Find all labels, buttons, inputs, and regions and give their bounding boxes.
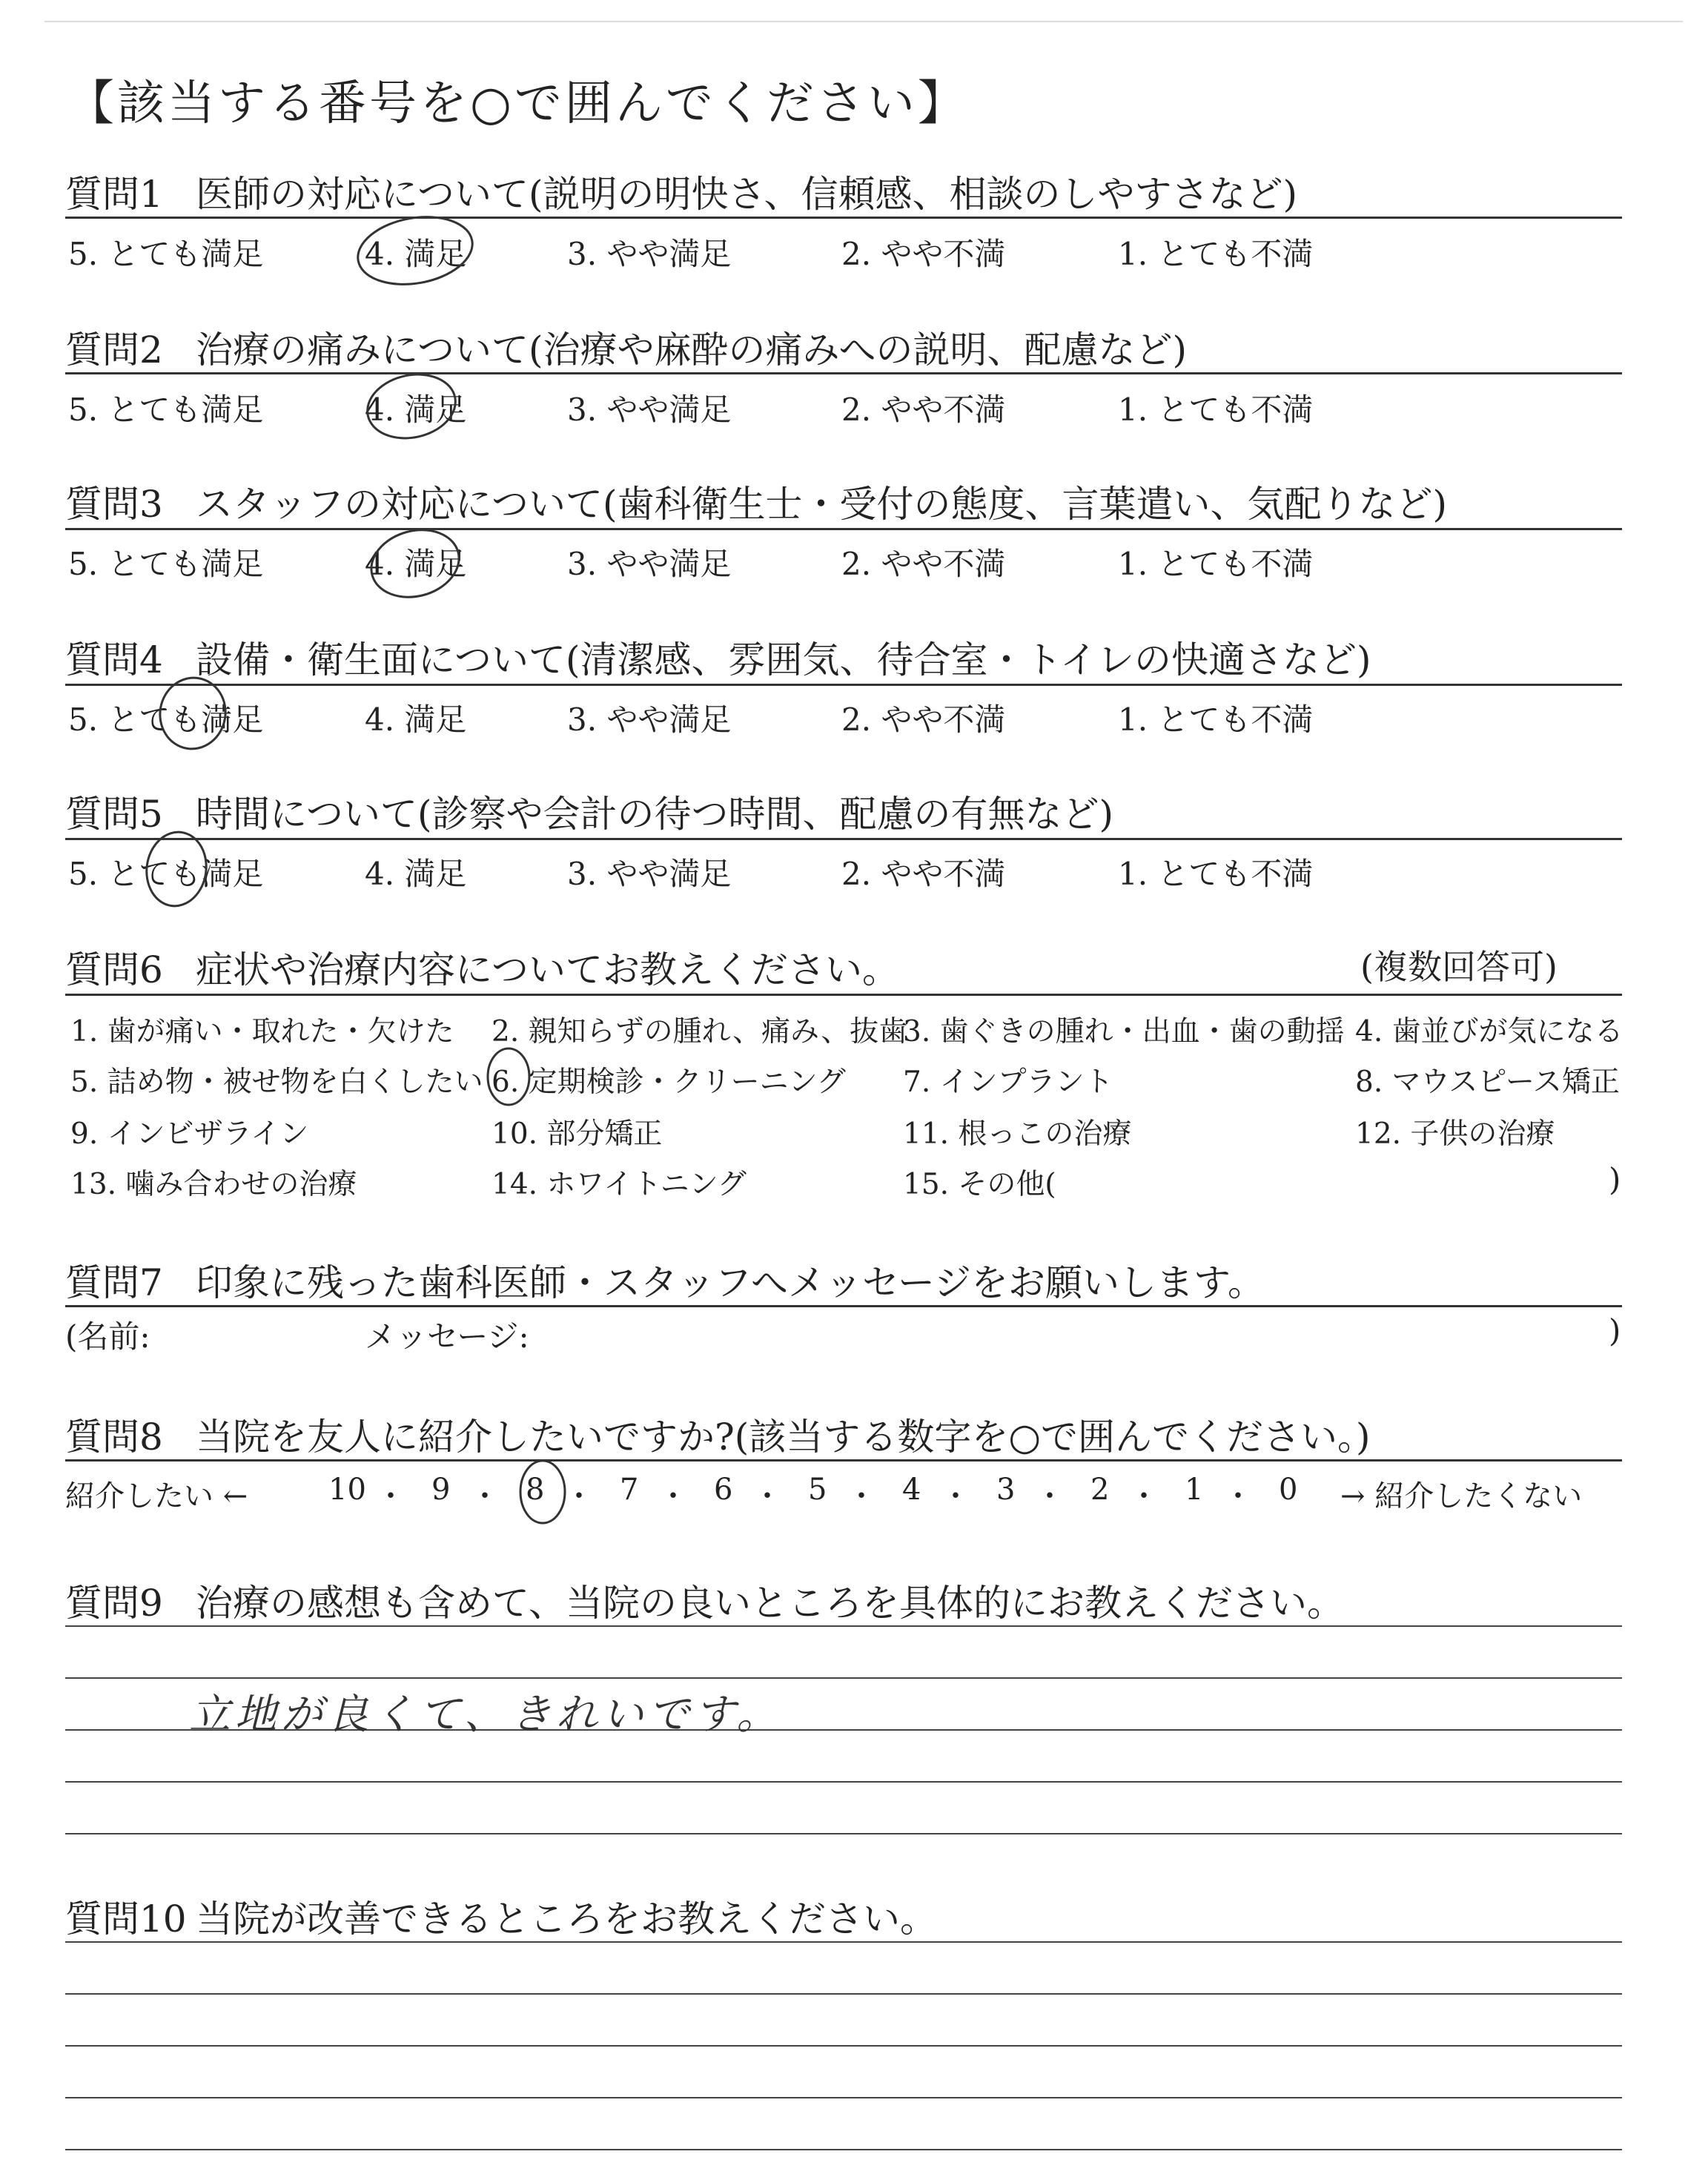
q2-option-3[interactable]: 3. やや満足	[567, 392, 732, 428]
q1-option-2[interactable]: 2. やや不満	[841, 236, 1006, 272]
recommend-scale-separator: ・	[376, 1479, 406, 1513]
q3-option-3[interactable]: 3. やや満足	[567, 546, 732, 582]
q5-option-3[interactable]: 3. やや満足	[567, 856, 732, 892]
symptom-option-4[interactable]: 4. 歯並びが気になる	[1355, 1015, 1623, 1048]
q1-option-4[interactable]: 4. 満足	[365, 236, 467, 272]
q4-option-1[interactable]: 1. とても不満	[1118, 701, 1314, 738]
recommend-scale-separator: ・	[470, 1479, 500, 1513]
symptom-option-10[interactable]: 10. 部分矯正	[491, 1117, 663, 1151]
staff-message-label: メッセージ:	[365, 1318, 529, 1355]
q10-answer-line-5	[65, 2149, 1622, 2150]
question-6-multi-answer-note: (複数回答可)	[1360, 947, 1558, 987]
question-5-text: 時間について(診察や会計の待つ時間、配慮の有無など)	[196, 793, 1114, 836]
question-3-heading	[65, 475, 1447, 528]
symptom-option-15[interactable]: 15. その他(	[903, 1168, 1056, 1201]
recommend-scale-right-label: → 紹介したくない	[1340, 1479, 1583, 1513]
recommend-scale-value-5[interactable]: 5	[808, 1473, 827, 1507]
symptom-option-11[interactable]: 11. 根っこの治療	[903, 1117, 1132, 1151]
q3-option-1[interactable]: 1. とても不満	[1118, 546, 1314, 582]
q4-option-3[interactable]: 3. やや満足	[567, 701, 732, 738]
recommend-scale-separator: ・	[1035, 1479, 1065, 1513]
q10-answer-line-3	[65, 2045, 1622, 2047]
question-8-text: 当院を友人に紹介したいですか?(該当する数字を○で囲んでください。)	[196, 1416, 1371, 1459]
recommend-scale-separator: ・	[564, 1479, 594, 1513]
q5-option-4[interactable]: 4. 満足	[365, 856, 467, 892]
q5-option-2[interactable]: 2. やや不満	[841, 856, 1006, 892]
recommend-scale-value-3[interactable]: 3	[996, 1473, 1016, 1507]
question-1-rule	[65, 217, 1622, 219]
top-edge-rule	[44, 21, 1683, 22]
symptom-option-7[interactable]: 7. インプラント	[903, 1066, 1113, 1099]
staff-message-close-paren: )	[1609, 1312, 1621, 1349]
question-2-rule	[65, 372, 1622, 374]
recommend-scale-value-6[interactable]: 6	[714, 1473, 733, 1507]
q9-answer-line-4	[65, 1781, 1622, 1783]
question-1-heading	[65, 165, 1297, 218]
form-instruction: 【該当する番号を○で囲んでください】	[67, 76, 968, 131]
question-3-number: 質問3	[65, 483, 163, 526]
question-10-text: 当院が改善できるところをお教えください。	[196, 1898, 937, 1941]
question-9-text: 治療の感想も含めて、当院の良いところを具体的にお教えください。	[196, 1582, 1344, 1625]
q2-option-1[interactable]: 1. とても不満	[1118, 392, 1314, 428]
question-6-heading	[65, 940, 899, 994]
question-8-number: 質問8	[65, 1416, 163, 1459]
recommend-scale-separator: ・	[941, 1479, 970, 1513]
recommend-scale-separator: ・	[658, 1479, 688, 1513]
staff-name-label: (名前:	[65, 1318, 150, 1355]
question-4-heading	[65, 630, 1371, 684]
recommend-scale-separator: ・	[1129, 1479, 1159, 1513]
q5-option-1[interactable]: 1. とても不満	[1118, 856, 1314, 892]
symptom-option-8[interactable]: 8. マウスピース矯正	[1355, 1066, 1620, 1099]
q2-option-5[interactable]: 5. とても満足	[68, 392, 264, 428]
q9-answer-line-2	[65, 1677, 1622, 1679]
recommend-scale-separator: ・	[1223, 1479, 1253, 1513]
q9-handwritten-answer[interactable]: 立地が良くて、きれいです。	[189, 1691, 783, 1739]
question-4-number: 質問4	[65, 638, 163, 681]
recommend-scale-value-9[interactable]: 9	[431, 1473, 451, 1507]
question-3-rule	[65, 528, 1622, 530]
symptom-option-2[interactable]: 2. 親知らずの腫れ、痛み、抜歯	[491, 1015, 908, 1048]
question-7-heading	[65, 1253, 1265, 1307]
recommend-scale-separator: ・	[752, 1479, 782, 1513]
q10-answer-line-2	[65, 1993, 1622, 1995]
q3-option-5[interactable]: 5. とても満足	[68, 546, 264, 582]
q2-option-4[interactable]: 4. 満足	[365, 392, 467, 428]
question-7-number: 質問7	[65, 1261, 163, 1304]
recommend-scale-value-0[interactable]: 0	[1279, 1473, 1298, 1507]
symptom-option-5[interactable]: 5. 詰め物・被せ物を白くしたい	[70, 1066, 483, 1099]
q3-option-2[interactable]: 2. やや不満	[841, 546, 1006, 582]
recommend-scale-value-4[interactable]: 4	[902, 1473, 921, 1507]
question-5-heading	[65, 785, 1113, 838]
q4-option-2[interactable]: 2. やや不満	[841, 701, 1006, 738]
q2-option-2[interactable]: 2. やや不満	[841, 392, 1006, 428]
symptom-option-6[interactable]: 6. 定期検診・クリーニング	[491, 1066, 846, 1099]
question-6-text: 症状や治療内容についてお教えください。	[196, 948, 899, 991]
q4-option-5[interactable]: 5. とても満足	[68, 701, 264, 738]
symptom-other-close-paren: )	[1609, 1161, 1621, 1198]
question-1-text: 医師の対応について(説明の明快さ、信頼感、相談のしやすさなど)	[196, 173, 1298, 216]
question-4-text: 設備・衛生面について(清潔感、雰囲気、待合室・トイレの快適さなど)	[196, 638, 1371, 681]
question-10-number: 質問10	[65, 1898, 187, 1941]
question-8-rule	[65, 1459, 1622, 1462]
symptom-option-13[interactable]: 13. 噛み合わせの治療	[70, 1168, 357, 1201]
symptom-option-1[interactable]: 1. 歯が痛い・取れた・欠けた	[70, 1015, 454, 1048]
symptom-option-12[interactable]: 12. 子供の治療	[1355, 1117, 1555, 1151]
question-6-rule	[65, 994, 1622, 996]
recommend-scale-value-8[interactable]: 8	[526, 1473, 545, 1507]
recommend-scale-value-7[interactable]: 7	[620, 1473, 639, 1507]
symptom-option-3[interactable]: 3. 歯ぐきの腫れ・出血・歯の動揺	[903, 1015, 1345, 1048]
q10-answer-line-4	[65, 2097, 1622, 2098]
question-6-number: 質問6	[65, 948, 163, 991]
recommend-scale-value-10[interactable]: 10	[328, 1473, 366, 1507]
q1-option-1[interactable]: 1. とても不満	[1118, 236, 1314, 272]
question-2-text: 治療の痛みについて(治療や麻酔の痛みへの説明、配慮など)	[196, 328, 1188, 371]
question-2-heading	[65, 320, 1187, 374]
question-9-heading	[65, 1573, 1344, 1627]
recommend-scale-left-label: 紹介したい ←	[65, 1479, 248, 1513]
question-9-number: 質問9	[65, 1582, 163, 1625]
q1-option-3[interactable]: 3. やや満足	[567, 236, 732, 272]
q1-option-5[interactable]: 5. とても満足	[68, 236, 264, 272]
q9-answer-line-1	[65, 1625, 1622, 1627]
q3-option-4[interactable]: 4. 満足	[365, 546, 467, 582]
recommend-scale-value-1[interactable]: 1	[1185, 1473, 1204, 1507]
q10-answer-line-1	[65, 1941, 1622, 1943]
q9-answer-line-5	[65, 1833, 1622, 1834]
question-1-number: 質問1	[65, 173, 163, 216]
question-2-number: 質問2	[65, 328, 163, 371]
question-5-number: 質問5	[65, 793, 163, 836]
symptom-option-9[interactable]: 9. インビザライン	[70, 1117, 309, 1151]
question-5-rule	[65, 838, 1622, 840]
question-8-heading	[65, 1407, 1370, 1461]
q5-option-5[interactable]: 5. とても満足	[68, 856, 264, 892]
recommend-scale-separator: ・	[847, 1479, 876, 1513]
q4-option-4[interactable]: 4. 満足	[365, 701, 467, 738]
question-4-rule	[65, 684, 1622, 686]
symptom-option-14[interactable]: 14. ホワイトニング	[491, 1168, 747, 1201]
recommend-scale-value-2[interactable]: 2	[1090, 1473, 1110, 1507]
question-7-rule	[65, 1305, 1622, 1307]
question-3-text: スタッフの対応について(歯科衛生士・受付の態度、言葉遣い、気配りなど)	[196, 483, 1448, 526]
question-10-heading	[65, 1889, 937, 1943]
question-7-text: 印象に残った歯科医師・スタッフへメッセージをお願いします。	[196, 1261, 1265, 1304]
